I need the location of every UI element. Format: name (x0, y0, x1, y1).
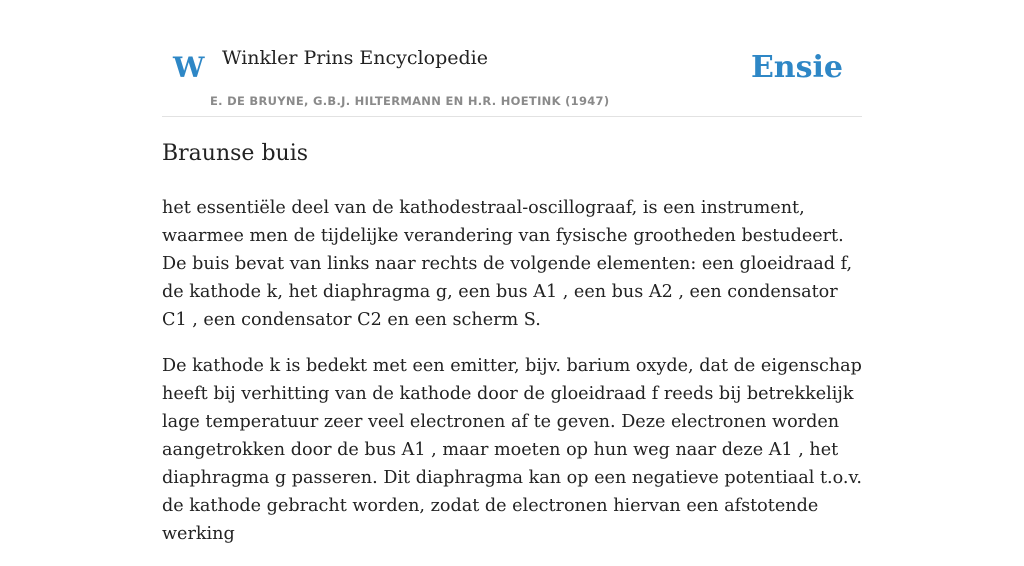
article-title: Braunse buis (162, 141, 309, 166)
winkler-prins-logo[interactable]: W (173, 51, 205, 84)
article-paragraph-1: het essentiële deel van de kathodestraal-oscillograaf, is een instrument, waarmee men de tijdelijke verandering van fysische grootheden bestudeert. De buis bevat van links naar rechts de volgende elementen: een gloeidraad f, de kathode k, het diaphragma g, een bus A1 , een bus A2 , een condensator C1 , een condensator C2 en een scherm S. (162, 198, 853, 330)
article (162, 138, 862, 566)
authors-line: E. DE BRUYNE, G.B.J. HILTERMANN EN H.R. HOETINK (1947) (210, 94, 610, 108)
article-paragraph-2: De kathode k is bedekt met een emitter, bijv. barium oxyde, dat de eigenschap heeft bij verhitting van de kathode door de gloeidraad f reeds bij betrekkelijk lage temperatuur zeer veel electronen af te geven. Deze electronen worden aangetrokken door de bus A1 , maar moeten op hun weg naar deze A1 , het diaphragma g passeren. Dit diaphragma kan op een negatieve potentiaal t.o.v. de kathode gebracht worden, zodat de electronen hiervan een afstotende werking (162, 356, 862, 544)
site-title[interactable]: Winkler Prins Encyclopedie (222, 47, 488, 69)
site-header (162, 0, 862, 117)
ensie-logo[interactable]: Ensie (750, 50, 843, 85)
